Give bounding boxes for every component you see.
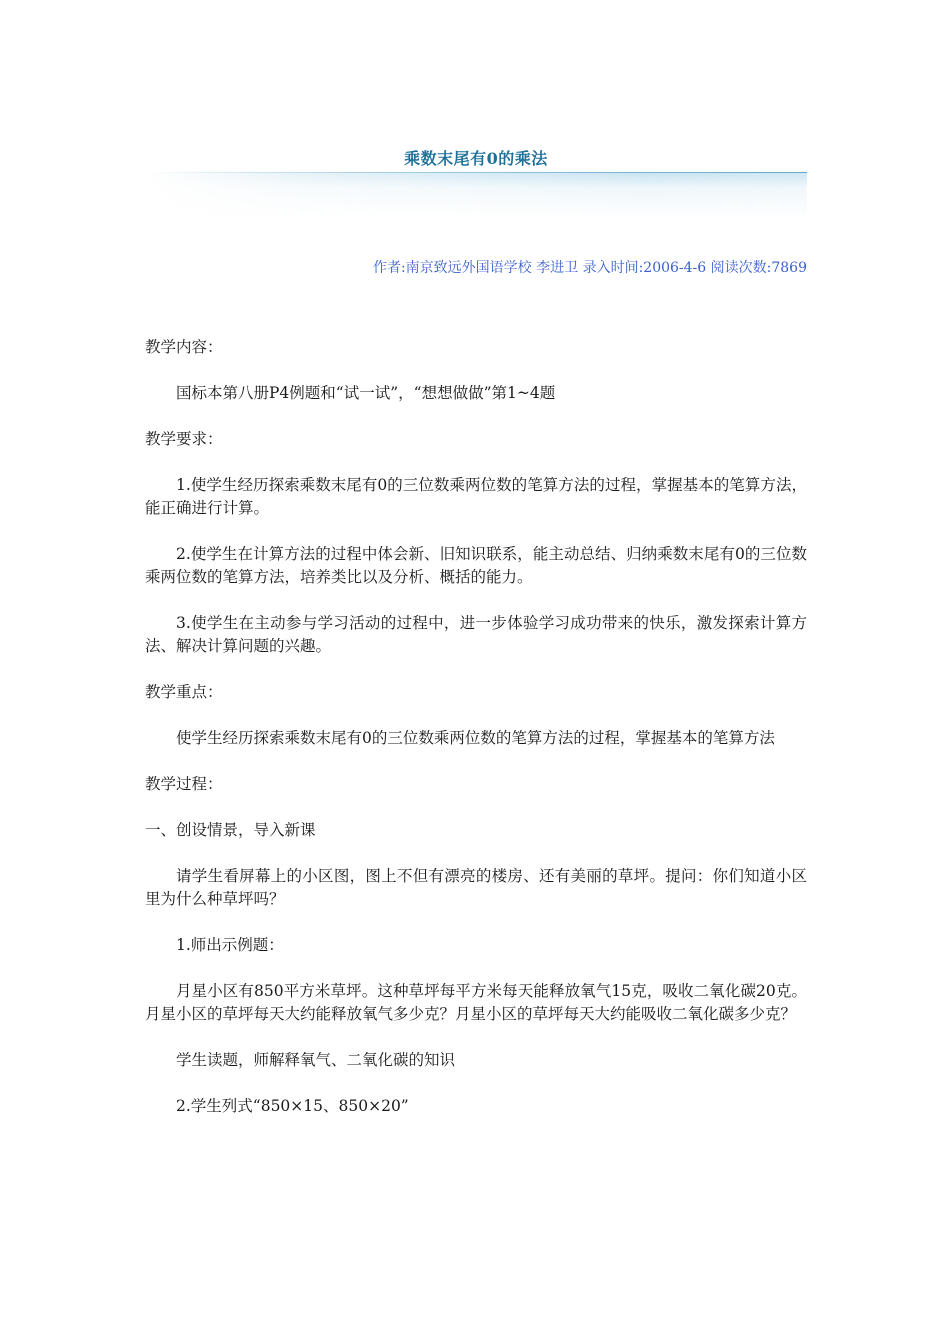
paragraph-intro-question: 请学生看屏幕上的小区图，图上不但有漂亮的楼房、还有美丽的草坪。提问：你们知道小区里为什么种草坪吗？ xyxy=(145,867,807,908)
section-heading-process: 教学过程： xyxy=(145,775,223,793)
title-decoration-line xyxy=(145,172,807,173)
section-heading-requirements: 教学要求： xyxy=(145,430,223,448)
paragraph-content-scope: 国标本第八册P4例题和“试一试”，“想想做做”第1~4题 xyxy=(176,384,556,402)
paragraph-key-points: 使学生经历探索乘数末尾有0的三位数乘两位数的笔算方法的过程，掌握基本的笔算方法 xyxy=(176,729,775,747)
paragraph-step-1: 1.师出示例题： xyxy=(176,936,284,954)
page-title: 乘数末尾有0的乘法 xyxy=(404,149,548,168)
paragraph-read-problem: 学生读题，师解释氧气、二氧化碳的知识 xyxy=(176,1051,456,1069)
paragraph-requirement-1: 1.使学生经历探索乘数末尾有0的三位数乘两位数的笔算方法的过程，掌握基本的笔算方法，能正确进行计算。 xyxy=(145,476,807,517)
paragraph-example-problem: 月星小区有850平方米草坪。这种草坪每平方米每天能释放氧气15克，吸收二氧化碳20克。月星小区的草坪每天大约能释放氧气多少克？月星小区的草坪每天大约能吸收二氧化碳多少克？ xyxy=(145,982,807,1023)
subsection-heading-intro: 一、创设情景，导入新课 xyxy=(145,821,316,839)
article-meta: 作者:南京致远外国语学校 李进卫 录入时间:2006-4-6 阅读次数:7869 xyxy=(372,260,807,276)
section-heading-key-points: 教学重点： xyxy=(145,683,223,701)
article-body xyxy=(145,336,807,1141)
paragraph-requirement-3: 3.使学生在主动参与学习活动的过程中，进一步体验学习成功带来的快乐，激发探索计算方法、解决计算问题的兴趣。 xyxy=(145,614,807,655)
paragraph-step-2: 2.学生列式“850×15、850×20” xyxy=(176,1097,409,1115)
paragraph-requirement-2: 2.使学生在计算方法的过程中体会新、旧知识联系，能主动总结、归纳乘数末尾有0的三位数乘两位数的笔算方法，培养类比以及分析、概括的能力。 xyxy=(145,545,807,586)
title-decoration-band xyxy=(145,172,807,218)
section-heading-content: 教学内容： xyxy=(145,338,223,356)
